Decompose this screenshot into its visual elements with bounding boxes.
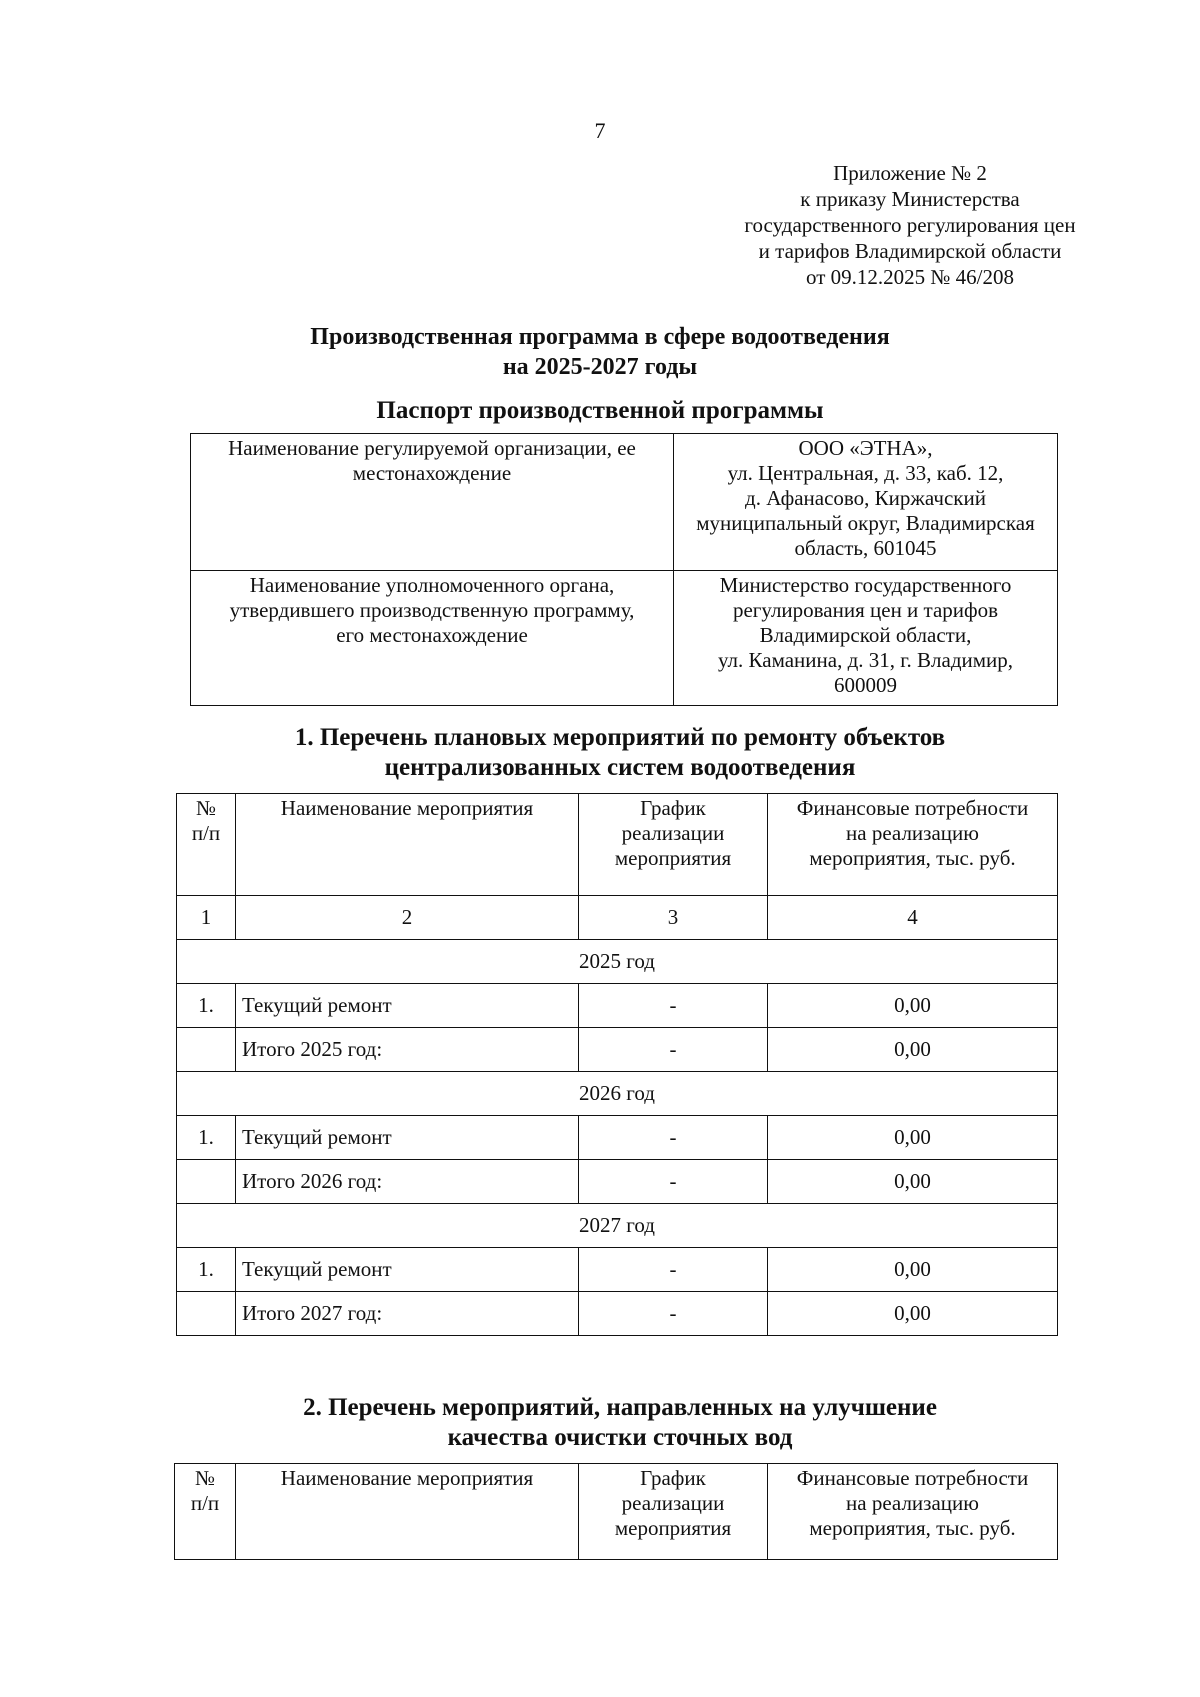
header-schedule	[579, 794, 768, 896]
header-number	[177, 794, 236, 896]
appendix-line: к приказу Министерства	[800, 187, 1020, 211]
header-financing	[768, 794, 1058, 896]
column-number: 1	[177, 896, 236, 940]
header-name: Наименование мероприятия	[236, 794, 579, 896]
text-line: реализации	[621, 1491, 725, 1515]
item-name: Текущий ремонт	[236, 984, 579, 1028]
total-schedule: -	[579, 1292, 768, 1336]
column-number: 2	[236, 896, 579, 940]
text-line: местонахождение	[352, 461, 512, 485]
year-label: 2027 год	[177, 1204, 1058, 1248]
appendix-line: государственного регулирования цен	[744, 213, 1076, 237]
item-amount: 0,00	[768, 1116, 1058, 1160]
empty-cell	[177, 1028, 236, 1072]
text-line: п/п	[191, 821, 221, 845]
total-schedule: -	[579, 1028, 768, 1072]
passport-label-authority	[191, 571, 674, 706]
text-line: №	[194, 1466, 216, 1490]
text-line: Наименование регулируемой организации, ее	[228, 436, 636, 460]
column-number: 4	[768, 896, 1058, 940]
text-line: утвердившего производственную программу,	[229, 598, 635, 622]
item-schedule: -	[579, 1116, 768, 1160]
table-header-row	[175, 1464, 1058, 1560]
text-line: ул. Центральная, д. 33, каб. 12,	[727, 461, 1004, 485]
item-schedule: -	[579, 984, 768, 1028]
heading-line: 2. Перечень мероприятий, направленных на улучшение	[303, 1394, 937, 1421]
text-line: Наименование уполномоченного органа,	[249, 573, 615, 597]
year-row	[177, 940, 1058, 984]
text-line: д. Афанасово, Киржачский	[745, 486, 986, 510]
table-row	[177, 1248, 1058, 1292]
text-line: на реализацию	[846, 821, 979, 845]
year-row	[177, 1204, 1058, 1248]
item-schedule: -	[579, 1248, 768, 1292]
appendix-line: от 09.12.2025 № 46/208	[805, 265, 1015, 289]
text-line: ООО «ЭТНА»,	[798, 436, 933, 460]
section-2-heading	[180, 1393, 1060, 1453]
passport-table	[190, 433, 1058, 706]
appendix-line: Приложение № 2	[833, 161, 987, 185]
column-number-row	[177, 896, 1058, 940]
passport-value-organization	[674, 434, 1058, 571]
document-title	[0, 322, 1200, 382]
appendix-block	[690, 160, 1130, 290]
total-row	[177, 1028, 1058, 1072]
empty-cell	[177, 1160, 236, 1204]
text-line: мероприятия	[614, 1516, 732, 1540]
header-number	[175, 1464, 236, 1560]
header-name: Наименование мероприятия	[236, 1464, 579, 1560]
total-amount: 0,00	[768, 1028, 1058, 1072]
text-line: мероприятия	[614, 846, 732, 870]
table-header-row	[177, 794, 1058, 896]
text-line: №	[195, 796, 217, 820]
heading-line: централизованных систем водоотведения	[384, 754, 856, 781]
text-line: мероприятия, тыс. руб.	[809, 1516, 1016, 1540]
heading-line: качества очистки сточных вод	[447, 1424, 793, 1451]
total-amount: 0,00	[768, 1292, 1058, 1336]
text-line: 600009	[834, 673, 897, 697]
text-line: ул. Каманина, д. 31, г. Владимир,	[717, 648, 1014, 672]
total-name: Итого 2026 год:	[236, 1160, 579, 1204]
total-amount: 0,00	[768, 1160, 1058, 1204]
page-number: 7	[594, 118, 606, 143]
item-number: 1.	[177, 1248, 236, 1292]
table-row	[177, 984, 1058, 1028]
repair-plan-table	[176, 793, 1058, 1336]
text-line: Владимирской области,	[759, 623, 972, 647]
year-row	[177, 1072, 1058, 1116]
text-line: его местонахождение	[336, 623, 528, 647]
year-label: 2026 год	[177, 1072, 1058, 1116]
total-name: Итого 2027 год:	[236, 1292, 579, 1336]
text-line: реализации	[621, 821, 725, 845]
total-row	[177, 1292, 1058, 1336]
passport-value-authority	[674, 571, 1058, 706]
item-name: Текущий ремонт	[236, 1248, 579, 1292]
text-line: График	[640, 796, 706, 820]
item-number: 1.	[177, 1116, 236, 1160]
text-line: на реализацию	[846, 1491, 979, 1515]
item-number: 1.	[177, 984, 236, 1028]
section-1-heading	[180, 723, 1060, 783]
passport-heading: Паспорт производственной программы	[376, 397, 824, 424]
text-line: область, 601045	[794, 536, 937, 560]
passport-row-authority	[191, 571, 1058, 706]
text-line: п/п	[190, 1491, 220, 1515]
title-line-1: Производственная программа в сфере водоотведения	[310, 324, 890, 350]
passport-row-organization	[191, 434, 1058, 571]
empty-cell	[177, 1292, 236, 1336]
item-name: Текущий ремонт	[236, 1116, 579, 1160]
item-amount: 0,00	[768, 1248, 1058, 1292]
total-row	[177, 1160, 1058, 1204]
appendix-line: и тарифов Владимирской области	[758, 239, 1062, 263]
heading-line: 1. Перечень плановых мероприятий по ремонту объектов	[294, 724, 946, 751]
item-amount: 0,00	[768, 984, 1058, 1028]
text-line: муниципальный округ, Владимирская	[696, 511, 1035, 535]
header-schedule	[579, 1464, 768, 1560]
total-name: Итого 2025 год:	[236, 1028, 579, 1072]
text-line: мероприятия, тыс. руб.	[809, 846, 1016, 870]
passport-label-organization	[191, 434, 674, 571]
column-number: 3	[579, 896, 768, 940]
text-line: График	[640, 1466, 706, 1490]
header-financing	[768, 1464, 1058, 1560]
title-line-2: на 2025-2027 годы	[502, 354, 698, 380]
text-line: Финансовые потребности	[796, 1466, 1029, 1490]
year-label: 2025 год	[177, 940, 1058, 984]
table-row	[177, 1116, 1058, 1160]
text-line: регулирования цен и тарифов	[732, 598, 999, 622]
treatment-measures-table	[174, 1463, 1058, 1560]
text-line: Финансовые потребности	[796, 796, 1029, 820]
text-line: Министерство государственного	[719, 573, 1012, 597]
total-schedule: -	[579, 1160, 768, 1204]
